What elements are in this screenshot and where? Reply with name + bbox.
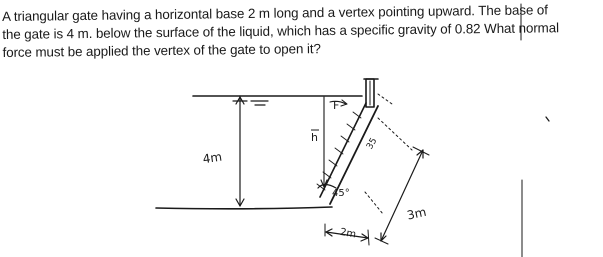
force-label: F <box>333 99 340 112</box>
problem-line-2: the gate is 4 m. below the surface of the liquid, which has a specific gravity of 0.82 What normal <box>2 20 559 42</box>
angle-label: 45° <box>332 188 350 199</box>
margin-dash <box>546 117 549 121</box>
gate-base-level-line <box>156 207 332 209</box>
base-label: 2m <box>339 226 357 241</box>
slant-label: 3m <box>405 204 428 223</box>
depth-label: 4m <box>201 149 223 167</box>
small-mark: 35 <box>365 136 380 152</box>
slant-dimension-line <box>381 150 423 241</box>
problem-line-3: force must be applied the vertex of the gate to open it? <box>2 41 321 60</box>
dotted-guide-2 <box>378 118 412 150</box>
slant-dashed-extension <box>365 192 383 214</box>
dotted-guide-1 <box>378 94 392 104</box>
base-right-tick <box>368 230 369 245</box>
hbar-label: h <box>311 131 318 144</box>
problem-line-1: A triangular gate having a horizontal base 2 m long and a vertex pointing upward. The base of <box>2 2 548 24</box>
